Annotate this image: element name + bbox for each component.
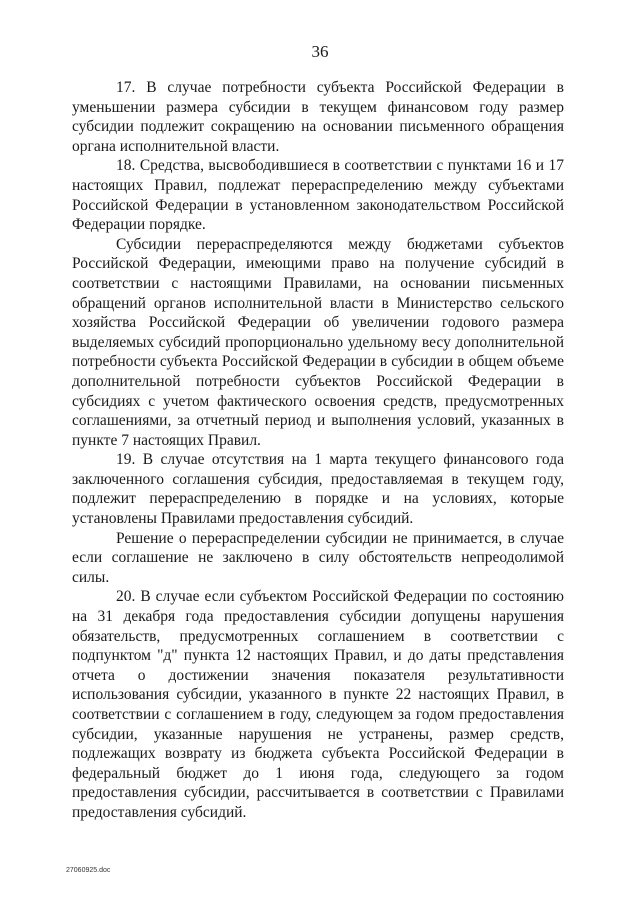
paragraph-19: 19. В случае отсутствия на 1 марта текущего финансового года заключенного соглашения субсидия, предоставляемая в текущем году, подлежит перераспределению в порядке и на условиях, которые установлены Правилами предоставления субсидий. — [72, 451, 564, 528]
paragraph-17: 17. В случае потребности субъекта Российской Федерации в уменьшении размера субсидии в текущем финансовом году размер субсидии подлежит сокращению на основании письменного обращения органа исполнительной власти. — [72, 79, 564, 155]
paragraph-20: 20. В случае если субъектом Российской Федерации по состоянию на 31 декабря года предоставления субсидии допущены нарушения обязательств, предусмотренных соглашением в соответствии с подпунктом "д" пункта 12 настоящих Правил, и до даты представления отчета о достижении значения показателя результативности использования субсидии, указанного в пункте 22 настоящих Правил, в соответствии с соглашением в году, следующем за годом предоставления субсидии, указанные нарушения не устранены, размер средств, подлежащих возврату из бюджета субъекта Российской Федерации в федеральный бюджет до 1 июня года, следующего за годом предоставления субсидии, рассчитывается в соответствии с Правилами предоставления субсидий. — [72, 588, 564, 821]
paragraph-18-redistribution: Субсидии перераспределяются между бюджетами субъектов Российской Федерации, имеющими право на получение субсидий в соответствии с настоящими Правилами, на основании письменных обращений органов исполнительной власти в Министерство сельского хозяйства Российской Федерации об увеличении годового размера выделяемых субсидий пропорционально удельному весу дополнительной потребности субъекта Российской Федерации в субсидии в общем объеме дополнительной потребности субъектов Российской Федерации в субсидиях с учетом фактического освоения средств, предусмотренных соглашениями, за отчетный период и выполнения условий, указанных в пункте 7 настоящих Правил. — [72, 235, 564, 449]
paragraph-19-decision: Решение о перераспределении субсидии не принимается, в случае если соглашение не заключено в силу обстоятельств непреодолимой силы. — [72, 529, 564, 586]
page-number: 36 — [311, 42, 329, 61]
paragraph-18: 18. Средства, высвободившиеся в соответствии с пунктами 16 и 17 настоящих Правил, подлежат перераспределению между субъектами Российской Федерации в установленном законодательством Российской Федерации порядке. — [72, 157, 564, 234]
footer-document-code: 27060925.doc — [66, 867, 111, 874]
document-body — [72, 78, 564, 823]
